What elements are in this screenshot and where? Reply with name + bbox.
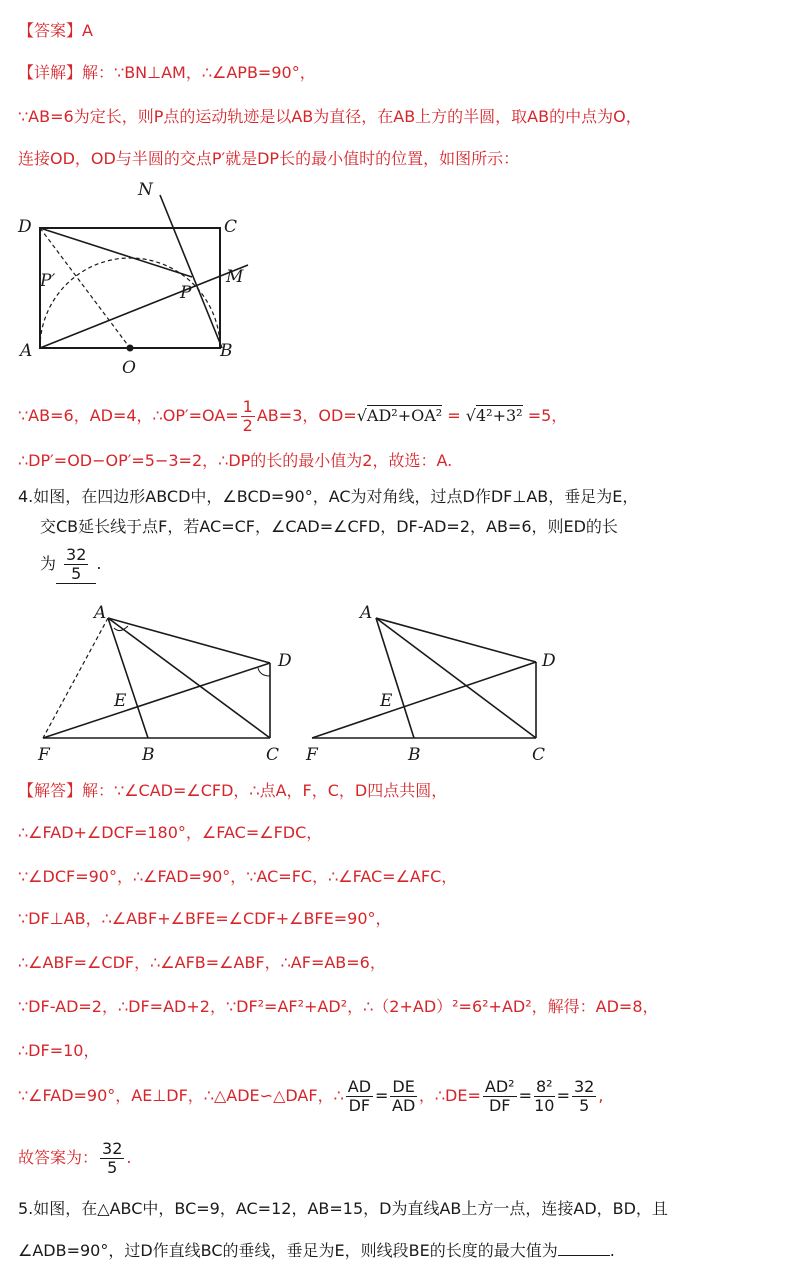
label-e: E: [114, 691, 127, 711]
answer-label: 【答案】: [18, 21, 83, 40]
detail-line-5: ∴DP′=OD−OP′=5−3=2，∴DP的长的最小值为2，故选：A.: [18, 451, 453, 470]
solution-line-5: ∴∠ABF=∠CDF，∴∠AFB=∠ABF，∴AF=AB=6，: [18, 953, 386, 972]
label-m: M: [226, 267, 244, 287]
label-c: C: [266, 745, 280, 765]
label-c: C: [224, 217, 238, 237]
label-n: N: [138, 180, 153, 200]
fraction-one-half: $\frac{1}{2}$: [242, 397, 253, 435]
svg-text:C: C: [532, 745, 546, 765]
sqrt-expression-2: √4²+3²: [465, 406, 523, 425]
svg-text:E: E: [380, 691, 393, 711]
answer-blank: $\frac{32}{5}$: [56, 546, 96, 584]
solution-label: 【解答】: [18, 781, 83, 800]
problem4-line-3: 为 $\frac{32}{5}$ .: [40, 545, 102, 583]
semicircle: [40, 258, 220, 348]
solution-line-3: ∵∠DCF=90°，∴∠FAD=90°，∵AC=FC，∴∠FAC=∠AFC，: [18, 867, 458, 886]
svg-text:B: B: [408, 745, 421, 765]
label-a: A: [94, 603, 107, 623]
svg-text:A: A: [360, 603, 373, 623]
label-p-prime: P′: [40, 271, 56, 291]
detail-label: 【详解】: [18, 63, 83, 82]
solution-line-4: ∵DF⊥AB，∴∠ABF+∠BFE=∠CDF+∠BFE=90°，: [18, 909, 392, 928]
svg-text:D: D: [542, 651, 556, 671]
label-p: P: [180, 283, 192, 303]
sqrt-expression-1: √AD²+OA²: [356, 406, 443, 425]
solution-line-9: 故答案为： $\frac{32}{5}$ .: [18, 1139, 132, 1177]
label-a: A: [20, 341, 33, 361]
solution-line-7: ∴DF=10，: [18, 1041, 100, 1060]
label-d: D: [18, 217, 32, 237]
figure-quadrilateral-right: [300, 598, 580, 770]
label-b: B: [142, 745, 155, 765]
detail-line-4: ∵AB=6，AD=4，∴OP′=OA= $\frac{1}{2}$ AB=3，OD=√AD²+OA² = √4²+3² =5，: [18, 397, 568, 435]
label-o: O: [122, 358, 136, 378]
figure-rectangle-semicircle: [10, 180, 270, 380]
point-o: [127, 345, 134, 352]
label-d: D: [278, 651, 292, 671]
svg-text:F: F: [306, 745, 318, 765]
detail-line-3: 连接OD，OD与半圆的交点P′就是DP长的最小值时的位置，如图所示：: [18, 149, 520, 168]
solution-line-2: ∴∠FAD+∠DCF=180°，∠FAC=∠FDC，: [18, 823, 323, 842]
answer-value: A: [82, 21, 93, 40]
detail-line-1: 【详解】解：∵BN⊥AM，∴∠APB=90°，: [18, 63, 316, 82]
problem4-line-2: 交CB延长线于点F，若AC=CF，∠CAD=∠CFD，DF-AD=2，AB=6，则ED的长: [40, 517, 618, 536]
figure-quadrilateral-left: [28, 598, 298, 770]
segment-dp: [40, 228, 192, 277]
label-f: F: [38, 745, 50, 765]
problem5-line-2: ∠ADB=90°，过D作直线BC的垂线，垂足为E，则线段BE的长度的最大值为 .: [18, 1241, 615, 1260]
problem4-line-1: 4.如图，在四边形ABCD中，∠BCD=90°，AC为对角线，过点D作DF⊥AB，垂足为E，: [18, 487, 639, 506]
answer-line: [18, 20, 93, 42]
label-b: B: [220, 341, 233, 361]
detail-line-2: ∵AB=6为定长，则P点的运动轨迹是以AB为直径，在AB上方的半圆，取AB的中点为O，: [18, 107, 642, 126]
problem5-line-1: 5.如图，在△ABC中，BC=9，AC=12，AB=15，D为直线AB上方一点，连接AD，BD，且: [18, 1199, 668, 1218]
solution-line-1: 【解答】解：∵∠CAD=∠CFD，∴点A，F，C，D四点共圆，: [18, 781, 448, 800]
solution-line-6: ∵DF-AD=2，∴DF=AD+2，∵DF²=AF²+AD²，∴（2+AD）²=6²+AD²，解得：AD=8，: [18, 997, 659, 1016]
line-bn: [160, 195, 222, 348]
answer-blank-5: [558, 1255, 610, 1256]
rectangle-abcd: [40, 228, 220, 348]
solution-line-8: ∵∠FAD=90°，AE⊥DF，∴△ADE∽△DAF，∴ $\frac{AD}{DF}$ = $\frac{DE}{AD}$ ，∴DE= $\frac{\text{AD²}}{DF}$ = $\frac{\text{8²}}{10}$ = $\frac{32}{5}$ ,: [18, 1077, 604, 1115]
